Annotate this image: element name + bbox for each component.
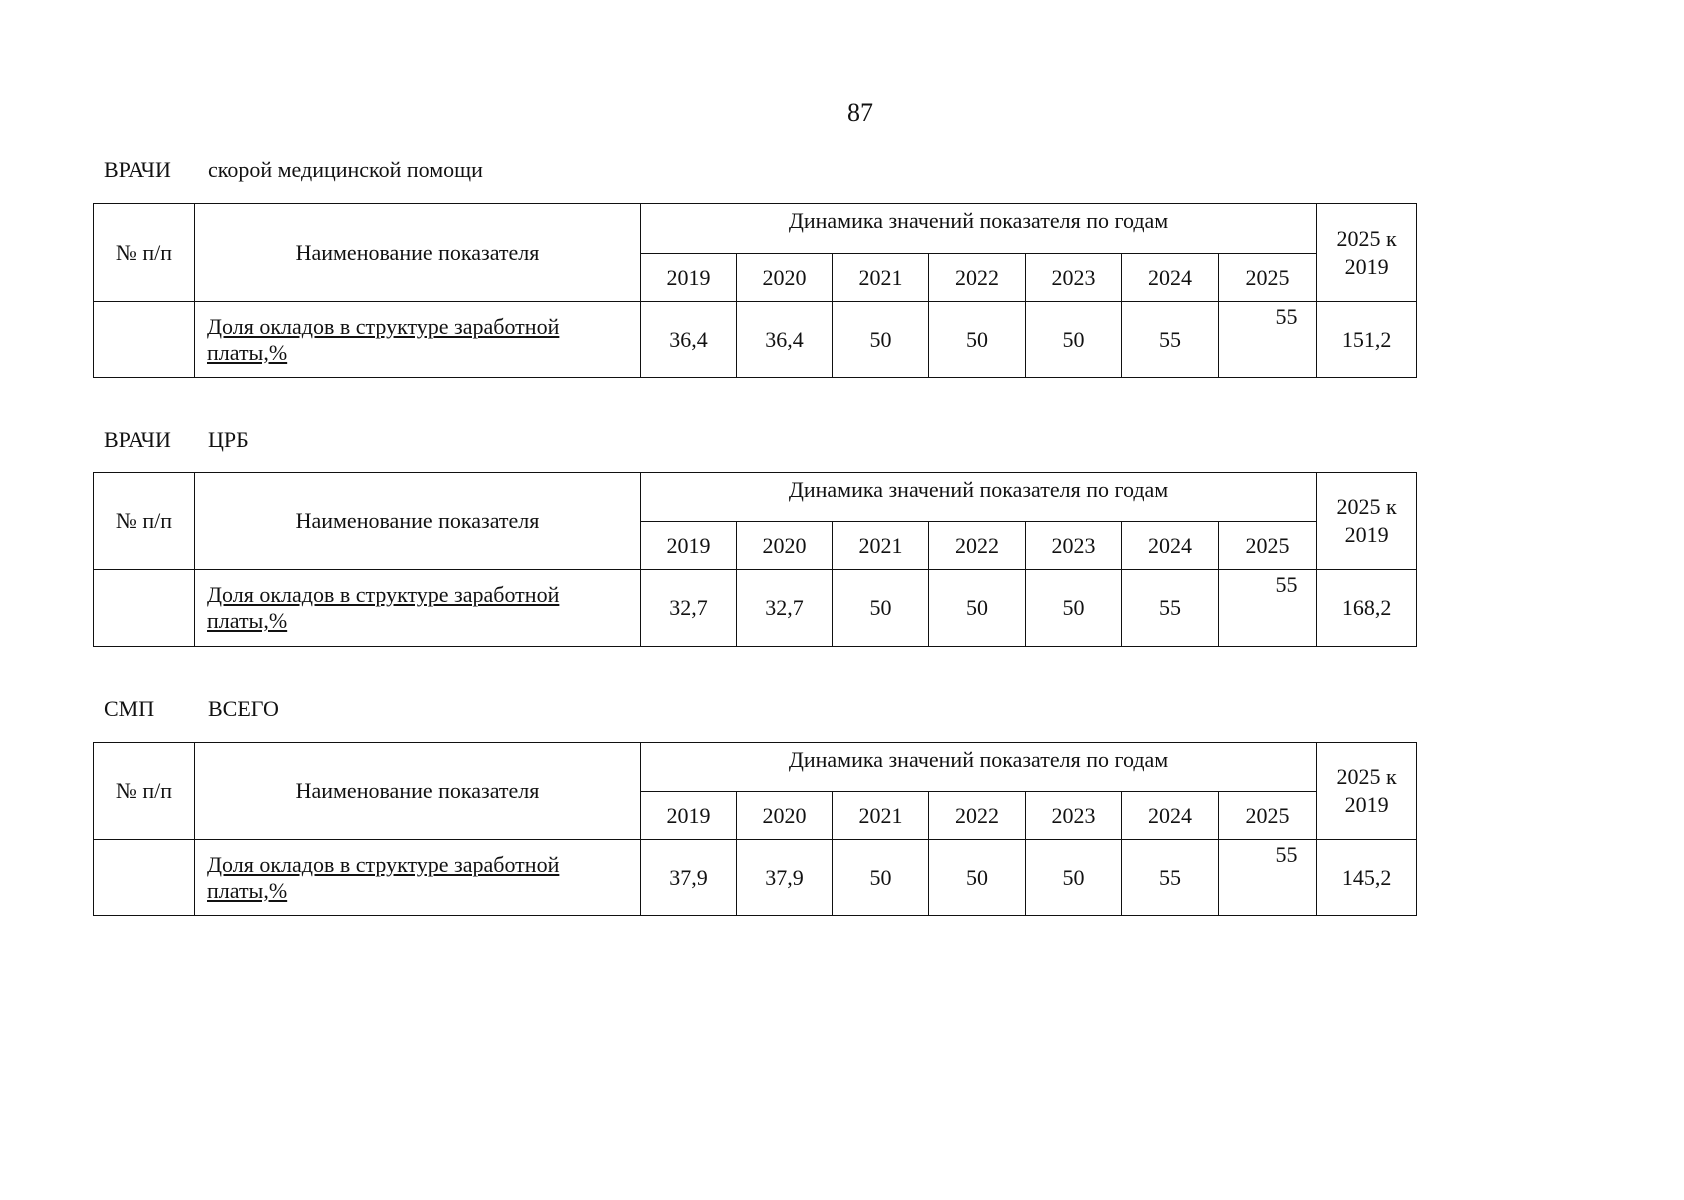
row-value: 55 <box>1219 570 1317 647</box>
header-name: Наименование показателя <box>195 473 641 570</box>
row-name-line1: Доля окладов в структуре заработной <box>207 582 560 607</box>
header-ratio <box>1317 473 1417 570</box>
header-ratio-line2: 2019 <box>1344 522 1389 547</box>
row-value: 37,9 <box>641 840 737 916</box>
row-value: 36,4 <box>641 302 737 378</box>
header-year: 2019 <box>641 792 737 840</box>
header-year: 2023 <box>1026 792 1122 840</box>
section-heading <box>104 696 279 722</box>
header-year: 2022 <box>929 254 1026 302</box>
header-year: 2023 <box>1026 522 1122 570</box>
header-num: № п/п <box>94 204 195 302</box>
header-dynamics: Динамика значений показателя по годам <box>641 473 1317 522</box>
header-ratio-line1: 2025 к <box>1336 494 1397 519</box>
header-year: 2024 <box>1122 792 1219 840</box>
row-name-line2: платы,% <box>207 339 288 365</box>
page-number: 87 <box>847 98 873 127</box>
row-value: 32,7 <box>641 570 737 647</box>
header-ratio <box>1317 204 1417 302</box>
header-year: 2019 <box>641 522 737 570</box>
header-year: 2022 <box>929 522 1026 570</box>
header-ratio <box>1317 743 1417 840</box>
row-value: 50 <box>929 302 1026 378</box>
header-name: Наименование показателя <box>195 743 641 840</box>
row-value: 50 <box>833 570 929 647</box>
row-indicator-name <box>195 840 641 916</box>
header-year: 2024 <box>1122 254 1219 302</box>
row-indicator-name <box>195 570 641 647</box>
header-name: Наименование показателя <box>195 204 641 302</box>
indicator-table <box>93 742 1417 916</box>
row-num <box>94 840 195 916</box>
header-dynamics: Динамика значений показателя по годам <box>641 204 1317 254</box>
header-year: 2025 <box>1219 522 1317 570</box>
header-num: № п/п <box>94 473 195 570</box>
header-ratio-line2: 2019 <box>1344 792 1389 817</box>
row-indicator-name <box>195 302 641 378</box>
row-name-line1: Доля окладов в структуре заработной <box>207 313 560 339</box>
header-year: 2020 <box>737 254 833 302</box>
header-ratio-line2: 2019 <box>1344 253 1389 279</box>
header-ratio-line1: 2025 к <box>1336 225 1397 251</box>
row-ratio: 168,2 <box>1317 570 1417 647</box>
row-value: 55 <box>1122 570 1219 647</box>
section-heading-subject: ЦРБ <box>208 427 249 452</box>
header-year: 2020 <box>737 792 833 840</box>
row-num <box>94 570 195 647</box>
row-value: 50 <box>929 840 1026 916</box>
section-heading-subject: скорой медицинской помощи <box>208 157 483 182</box>
section-heading <box>104 427 249 453</box>
row-value: 50 <box>833 840 929 916</box>
header-year: 2025 <box>1219 792 1317 840</box>
header-year: 2024 <box>1122 522 1219 570</box>
row-name-line2: платы,% <box>207 608 288 633</box>
section-heading-category: СМП <box>104 696 155 721</box>
header-year: 2021 <box>833 522 929 570</box>
row-value: 55 <box>1122 302 1219 378</box>
row-ratio: 145,2 <box>1317 840 1417 916</box>
header-year: 2022 <box>929 792 1026 840</box>
table-row <box>94 570 1417 647</box>
section-heading-subject: ВСЕГО <box>208 696 279 721</box>
row-value: 37,9 <box>737 840 833 916</box>
header-ratio-line1: 2025 к <box>1336 764 1397 789</box>
table-row <box>94 302 1417 378</box>
row-value: 55 <box>1122 840 1219 916</box>
table-row <box>94 840 1417 916</box>
row-name-line1: Доля окладов в структуре заработной <box>207 851 560 877</box>
row-value: 36,4 <box>737 302 833 378</box>
row-value: 55 <box>1219 302 1317 378</box>
section-heading-category: ВРАЧИ <box>104 427 171 452</box>
row-value: 50 <box>1026 840 1122 916</box>
section-heading <box>104 157 483 183</box>
header-year: 2020 <box>737 522 833 570</box>
row-value: 55 <box>1219 840 1317 916</box>
row-ratio: 151,2 <box>1317 302 1417 378</box>
header-year: 2019 <box>641 254 737 302</box>
row-value: 50 <box>929 570 1026 647</box>
row-value: 50 <box>1026 302 1122 378</box>
header-dynamics: Динамика значений показателя по годам <box>641 743 1317 792</box>
row-num <box>94 302 195 378</box>
row-value: 50 <box>1026 570 1122 647</box>
header-year: 2023 <box>1026 254 1122 302</box>
header-num: № п/п <box>94 743 195 840</box>
row-name-line2: платы,% <box>207 877 288 903</box>
row-value: 32,7 <box>737 570 833 647</box>
indicator-table <box>93 472 1417 647</box>
section-heading-category: ВРАЧИ <box>104 157 171 182</box>
header-year: 2025 <box>1219 254 1317 302</box>
header-year: 2021 <box>833 792 929 840</box>
indicator-table <box>93 203 1417 378</box>
row-value: 50 <box>833 302 929 378</box>
header-year: 2021 <box>833 254 929 302</box>
